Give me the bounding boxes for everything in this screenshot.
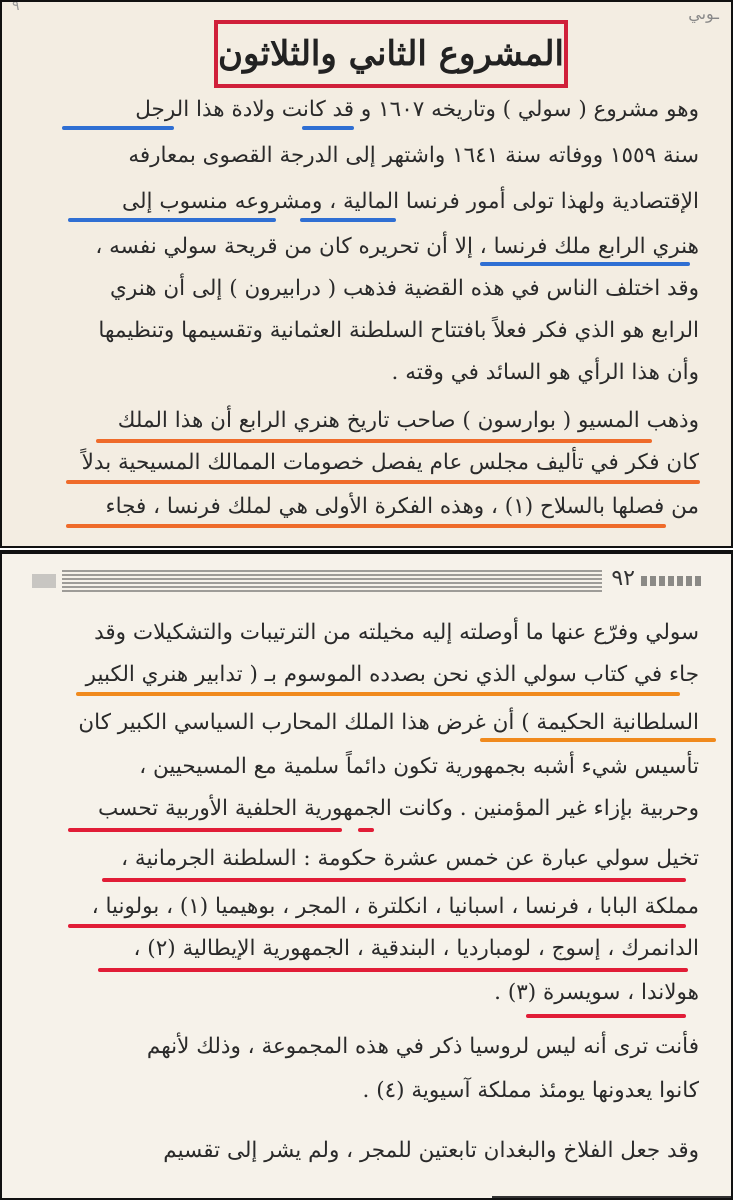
orange-underline <box>96 439 652 443</box>
text-line: وأن هذا الرأي هو السائد في وقته . <box>391 360 699 385</box>
red-underline <box>98 968 688 972</box>
orange-underline <box>66 524 666 528</box>
red-underline <box>68 828 342 832</box>
text-line: وذهب المسيو ( بوارسون ) صاحب تاريخ هنري الرابع أن هذا الملك <box>117 408 699 433</box>
orange-underline <box>76 692 680 696</box>
book-page-top <box>0 0 733 548</box>
text-line: وقد اختلف الناس في هذه القضية فذهب ( درابيرون ) إلى أن هنري <box>110 276 699 301</box>
header-dashes <box>641 576 701 586</box>
text-line: هنري الرابع ملك فرنسا ، إلا أن تحريره كان من قريحة سولي نفسه ، <box>95 234 699 259</box>
text-line: فأنت ترى أنه ليس لروسيا ذكر في هذه المجموعة ، وذلك لأنهم <box>146 1034 699 1059</box>
text-line: تخيل سولي عبارة عن خمس عشرة حكومة : السلطنة الجرمانية ، <box>121 846 699 871</box>
chapter-title-box <box>214 20 568 88</box>
text-line: وقد جعل الفلاخ والبغدان تابعتين للمجر ، ولم يشر إلى تقسيم <box>163 1138 699 1163</box>
blue-underline <box>300 218 396 222</box>
text-line: سولي وفرّع عنها ما أوصلته إليه مخيلته من الترتيبات والتشكيلات وقد <box>94 620 699 645</box>
corner-text-right: ـوىي <box>688 4 719 23</box>
red-underline <box>358 828 374 832</box>
text-line: السلطانية الحكيمة ) أن غرض هذا الملك المحارب السياسي الكبير كان <box>78 710 699 735</box>
text-line: جاء في كتاب سولي الذي نحن بصدده الموسوم بـ ( تدابير هنري الكبير <box>85 662 699 687</box>
text-line: الرابع هو الذي فكر فعلاً بافتتاح السلطنة العثمانية وتقسيمها وتنظيمها <box>98 318 699 343</box>
red-underline <box>102 878 686 882</box>
blue-underline <box>68 218 276 222</box>
blue-underline <box>62 126 174 130</box>
bottom-rule <box>492 1196 732 1198</box>
header-ornament <box>32 574 56 588</box>
page-number: ٩٢ <box>611 566 635 591</box>
blue-underline <box>302 126 354 130</box>
text-line: كانوا يعدونها يومئذ مملكة آسيوية (٤) . <box>362 1078 699 1103</box>
red-underline <box>68 924 686 928</box>
text-line: وهو مشروع ( سولي ) وتاريخه ١٦٠٧ و قد كانت ولادة هذا الرجل <box>135 97 699 122</box>
text-line: هولاندا ، سويسرة (٣) . <box>494 980 699 1005</box>
chapter-title: المشروع الثاني والثلاثون <box>218 34 564 74</box>
book-page-bottom <box>0 550 733 1200</box>
header-rule <box>62 570 602 592</box>
text-line: كان فكر في تأليف مجلس عام يفصل خصومات الممالك المسيحية بدلاً <box>81 450 699 475</box>
red-underline <box>526 1014 686 1018</box>
text-line: مملكة البابا ، فرنسا ، اسبانيا ، انكلترة ، المجر ، بوهيميا (١) ، بولونيا ، <box>91 894 699 919</box>
text-line: وحربية بإزاء غير المؤمنين . وكانت الجمهورية الحلفية الأوربية تحسب <box>98 796 699 821</box>
text-line: الإقتصادية ولهذا تولى أمور فرنسا المالية ، ومشروعه منسوب إلى <box>122 189 699 214</box>
orange-underline <box>480 738 716 742</box>
text-line: الدانمرك ، إسوج ، لومبارديا ، البندقية ، الجمهورية الإيطالية (٢) ، <box>133 936 699 961</box>
orange-underline <box>66 480 700 484</box>
blue-underline <box>480 262 690 266</box>
text-line: تأسيس شيء أشبه بجمهورية تكون دائماً سلمية مع المسيحيين ، <box>139 754 699 779</box>
corner-text-left: ٩ <box>12 0 20 14</box>
text-line: من فصلها بالسلاح (١) ، وهذه الفكرة الأولى هي لملك فرنسا ، فجاء <box>105 494 699 519</box>
text-line: سنة ١٥٥٩ ووفاته سنة ١٦٤١ واشتهر إلى الدرجة القصوى بمعارفه <box>128 143 699 168</box>
